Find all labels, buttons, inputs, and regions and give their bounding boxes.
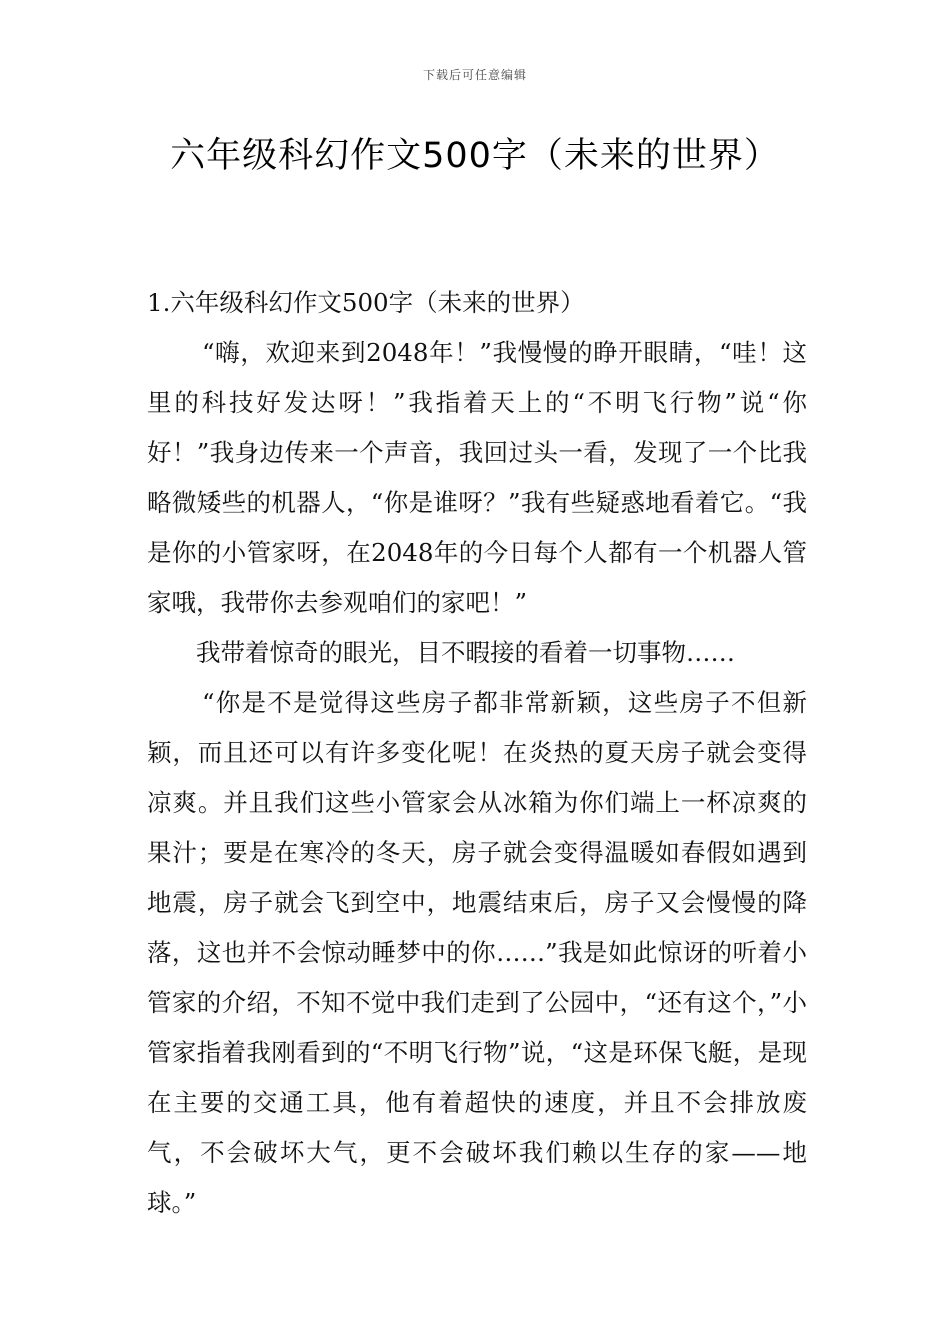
section-heading: 1.六年级科幻作文500字（未来的世界） [147,288,585,317]
paragraph: 我带着惊奇的眼光，目不暇接的看着一切事物…… [196,638,735,667]
header-note: 下载后可任意编辑 [422,68,527,82]
document-title: 六年级科幻作文500字（未来的世界） [170,136,780,176]
paragraph: “你是不是觉得这些房子都非常新颖，这些房子不但新颖，而且还可以有许多变化呢！在炎热的夏天房子就会变得凉爽。并且我们这些小管家会从冰箱为你们端上一杯凉爽的果汁；要是在寒冷的冬天，房子就会变得温暖如春假如遇到地震，房子就会飞到空中，地震结束后，房子又会慢慢的降落，这也并不会惊动睡梦中的你……”我是如此惊讶的听着小管家的介绍，不知不觉中我们走到了公园中，“还有这个，”小管家指着我刚看到的“不明飞行物”说，“这是环保飞艇，是现在主要的交通工具，他有着超快的速度，并且不会排放废气，不会破坏大气，更不会破坏我们赖以生存的家——地球。” [147,688,807,1217]
document-body [147,278,807,1228]
paragraph: “嗨，欢迎来到2048年！”我慢慢的睁开眼睛，“哇！这里的科技好发达呀！”我指着天上的“不明飞行物”说“你好！”我身边传来一个声音，我回过头一看，发现了一个比我略微矮些的机器人，“你是谁呀？”我有些疑惑地看着它。“我是你的小管家呀，在2048年的今日每个人都有一个机器人管家哦，我带你去参观咱们的家吧！” [147,338,807,617]
